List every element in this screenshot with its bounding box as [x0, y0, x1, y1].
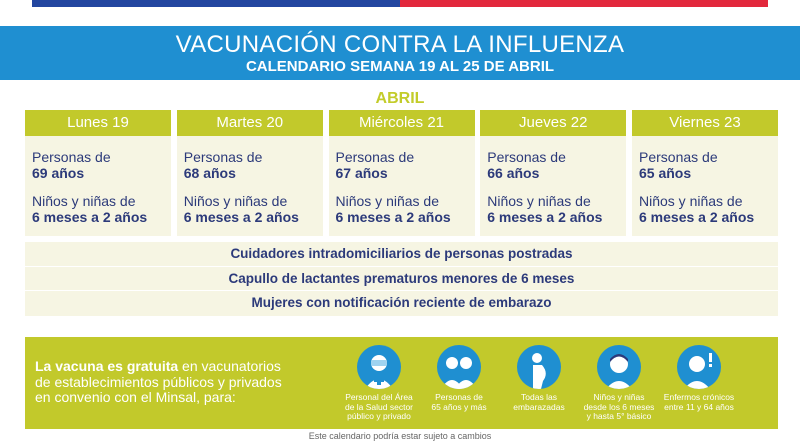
- day-columns: [25, 110, 778, 236]
- flag-stripe: [32, 0, 768, 7]
- target-group-label: [494, 393, 584, 412]
- label-line: de la Salud sector: [344, 401, 414, 412]
- label-line: Personas de: [435, 392, 483, 402]
- age-range-value: 6 meses a 2 años: [335, 209, 451, 225]
- day-body: [480, 136, 626, 225]
- chronic-patient-icon: [677, 345, 721, 389]
- day-column-wednesday: [329, 110, 475, 236]
- info-bold: La vacuna es gratuita: [35, 358, 179, 374]
- target-group-pregnant: [494, 345, 584, 412]
- target-group-label: [574, 393, 664, 422]
- all-week-groups: [25, 242, 778, 316]
- day-header: Lunes 19: [25, 110, 171, 136]
- label-line: público y privado: [347, 411, 411, 421]
- child-icon: [597, 345, 641, 389]
- page-title: VACUNACIÓN CONTRA LA INFLUENZA: [175, 31, 625, 58]
- group-line: Niños y niñas de: [639, 193, 743, 209]
- label-line: Personal del Área: [345, 392, 413, 402]
- age-value: 66 años: [487, 165, 540, 181]
- flag-red-stripe: [400, 0, 768, 7]
- age-range-value: 6 meses a 2 años: [639, 209, 755, 225]
- header-banner: [0, 26, 800, 80]
- label-line: Niños y niñas: [593, 392, 645, 402]
- age-value: 65 años: [639, 165, 692, 181]
- day-header: Martes 20: [177, 110, 323, 136]
- age-value: 67 años: [335, 165, 388, 181]
- info-line1: en vacunatorios: [178, 358, 281, 374]
- day-body: [25, 136, 171, 225]
- label-line: desde los 6 meses: [583, 401, 655, 412]
- target-group-label: [654, 393, 744, 412]
- label-line: embarazadas: [513, 401, 565, 412]
- all-week-group-row: Cuidadores intradomiciliarios de personas postradas: [25, 242, 778, 267]
- age-range-value: 6 meses a 2 años: [32, 209, 148, 225]
- age-range-value: 6 meses a 2 años: [487, 209, 603, 225]
- month-label: ABRIL: [375, 90, 425, 107]
- label-line: Enfermos crónicos: [663, 392, 735, 402]
- health-worker-icon: [357, 345, 401, 389]
- target-group-children: [574, 345, 664, 422]
- info-text: [35, 359, 335, 406]
- group-line: Personas de: [487, 149, 566, 165]
- target-group-seniors: [414, 345, 504, 412]
- label-line: Todas las: [521, 392, 557, 402]
- info-line3: en convenio con el Minsal, para:: [35, 389, 236, 405]
- target-group-label: [334, 393, 424, 422]
- target-group-chronic: [654, 345, 744, 412]
- elderly-couple-icon: [437, 345, 481, 389]
- day-body: [632, 136, 778, 225]
- footnote: Este calendario podría estar sujeto a cambios: [308, 431, 492, 441]
- day-body: [329, 136, 475, 225]
- group-line: Niños y niñas de: [183, 193, 288, 209]
- group-line: Personas de: [183, 149, 263, 165]
- age-range-value: 6 meses a 2 años: [183, 209, 299, 225]
- age-value: 69 años: [32, 165, 85, 181]
- day-body: [177, 136, 323, 225]
- day-column-friday: [632, 110, 778, 236]
- info-line2: de establecimientos públicos y privados: [35, 373, 282, 390]
- info-panel: [25, 337, 778, 429]
- age-value: 68 años: [183, 165, 236, 181]
- day-column-monday: [25, 110, 171, 236]
- all-week-group-row: Mujeres con notificación reciente de embarazo: [251, 295, 552, 311]
- day-header: Miércoles 21: [329, 110, 475, 136]
- target-group-health-workers: [334, 345, 424, 422]
- page-subtitle: CALENDARIO SEMANA 19 AL 25 DE ABRIL: [245, 58, 555, 75]
- day-header: Viernes 23: [632, 110, 778, 136]
- day-header: Jueves 22: [480, 110, 626, 136]
- pregnant-woman-icon: [517, 345, 561, 389]
- group-line: Niños y niñas de: [32, 193, 136, 209]
- target-group-label: [414, 393, 504, 412]
- group-line: Personas de: [639, 149, 718, 165]
- group-line: Personas de: [32, 149, 111, 165]
- day-column-thursday: [480, 110, 626, 236]
- label-line: y hasta 5° básico: [586, 411, 652, 421]
- group-line: Personas de: [335, 149, 415, 165]
- group-line: Niños y niñas de: [335, 193, 440, 209]
- label-line: entre 11 y 64 años: [664, 401, 734, 412]
- group-line: Niños y niñas de: [487, 193, 591, 209]
- flag-blue-stripe: [32, 0, 400, 7]
- all-week-group-row: Capullo de lactantes prematuros menores de 6 meses: [25, 267, 778, 292]
- label-line: 65 años y más: [431, 401, 487, 412]
- day-column-tuesday: [177, 110, 323, 236]
